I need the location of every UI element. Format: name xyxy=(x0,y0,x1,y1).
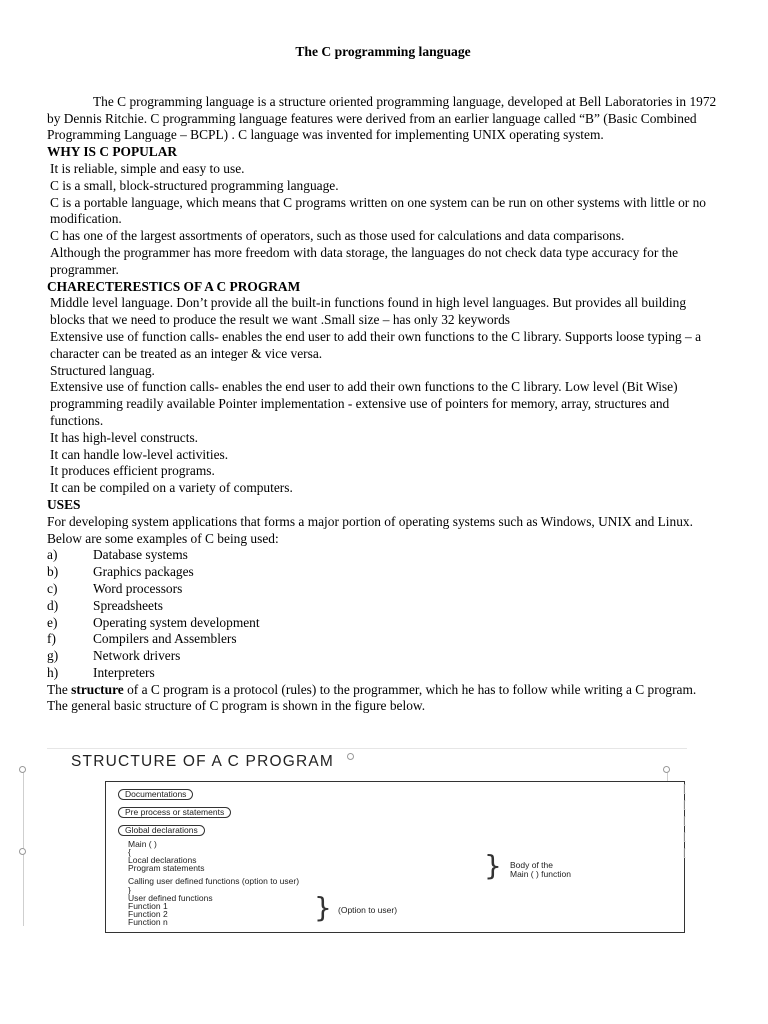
uses-intro: Below are some examples of C being used: xyxy=(47,530,279,546)
list-marker: d) xyxy=(47,597,59,613)
open-brace: { xyxy=(128,847,131,857)
why-line: It is reliable, simple and easy to use. xyxy=(50,160,245,176)
structure-paragraph xyxy=(47,682,719,716)
resize-handle[interactable] xyxy=(663,766,670,773)
characteristics-line: It produces efficient programs. xyxy=(50,463,215,479)
list-text: Network drivers xyxy=(93,648,181,664)
list-item xyxy=(47,598,719,615)
ghost-mark: [ xyxy=(683,800,686,811)
why-line: C is a portable language, which means that C programs written on one system can be run on other systems with little or no modification. xyxy=(50,194,707,227)
uses-heading: USES xyxy=(47,496,81,512)
characteristics-line: It can handle low-level activities. xyxy=(50,446,229,462)
user-defined-functions-line: User defined functions xyxy=(128,893,213,903)
list-item xyxy=(47,648,719,665)
body-label-2: Main ( ) function xyxy=(510,869,571,879)
uses-paragraph: For developing system applications that forms a major portion of operating systems such as Windows, UNIX and Linux. xyxy=(47,513,693,529)
option-brace-icon: } xyxy=(314,891,332,924)
structure-diagram xyxy=(105,781,685,933)
rotate-handle[interactable] xyxy=(347,753,354,760)
list-item xyxy=(47,564,719,581)
characteristics-line: Middle level language. Don’t provide all the built-in functions found in high level languages. But provides all building blocks that we need to produce the result we want .Small size – has only 32 keywords xyxy=(50,295,687,328)
list-item xyxy=(47,547,719,564)
list-item xyxy=(47,631,719,648)
characteristics-line: It can be compiled on a variety of computers. xyxy=(50,480,293,496)
list-marker: e) xyxy=(47,614,58,630)
characteristics-line: Structured languag. xyxy=(50,362,155,378)
calling-functions-line: Calling user defined functions (option to user) xyxy=(128,876,300,886)
resize-handle[interactable] xyxy=(19,848,26,855)
list-text: Interpreters xyxy=(93,664,155,680)
why-heading: WHY IS C POPULAR xyxy=(47,144,178,160)
preprocess-box: Pre process or statements xyxy=(118,807,231,818)
ghost-mark: [ xyxy=(683,816,686,827)
resize-handle[interactable] xyxy=(19,766,26,773)
why-line: Although the programmer has more freedom with data storage, the languages do not check data type accuracy for the programmer. xyxy=(50,244,679,277)
ghost-mark: [ xyxy=(683,832,686,843)
list-marker: b) xyxy=(47,564,59,580)
list-marker: g) xyxy=(47,648,59,664)
list-item xyxy=(47,665,719,682)
list-item xyxy=(47,615,719,632)
characteristics-heading: CHARECTERESTICS OF A C PROGRAM xyxy=(47,278,301,294)
close-brace: } xyxy=(128,885,131,895)
list-marker: c) xyxy=(47,580,58,596)
list-marker: a) xyxy=(47,547,58,563)
characteristics-line: Extensive use of function calls- enables the end user to add their own functions to the C library. Low level (Bit Wise) programming readily available Pointer implementation - extensive use of pointers for memory, array, structures and functions. xyxy=(50,379,678,428)
document-page xyxy=(47,44,719,715)
structure-rest: of a C program is a protocol (rules) to the programmer, which he has to follow while writing a C program. The general basic structure of C program is shown in the figure below. xyxy=(47,681,697,714)
characteristics-line: It has high-level constructs. xyxy=(50,429,199,445)
function-n-line: Function n xyxy=(128,917,168,927)
intro-paragraph: The C programming language is a structure oriented programming language, developed at Bell Laboratories in 1972 by Dennis Ritchie. C programming language features were derived from an earlier language called “B” (Basic Combined Programming Language – BCPL) . C language was invented for implementing UNIX operating system. xyxy=(47,93,717,143)
structure-figure[interactable] xyxy=(47,748,687,934)
ghost-mark: [ xyxy=(683,848,686,859)
ghost-mark: [ xyxy=(683,784,686,795)
structure-lead: The xyxy=(47,681,72,697)
local-declarations-line: Local declarations xyxy=(128,855,197,865)
why-line: C has one of the largest assortments of operators, such as those used for calculations and data comparisons. xyxy=(50,228,625,244)
main-line: Main ( ) xyxy=(128,839,157,849)
figure-frame-line xyxy=(47,748,687,749)
global-declarations-box: Global declarations xyxy=(118,825,205,836)
function-1-line: Function 1 xyxy=(128,901,168,911)
figure-title: STRUCTURE OF A C PROGRAM xyxy=(71,753,335,770)
documentations-box: Documentations xyxy=(118,789,193,800)
list-text: Database systems xyxy=(93,547,188,563)
program-statements-line: Program statements xyxy=(128,863,205,873)
list-item xyxy=(47,581,719,598)
body-label-1: Body of the xyxy=(510,860,554,870)
list-text: Spreadsheets xyxy=(93,597,163,613)
body-brace-icon: } xyxy=(484,849,502,882)
list-text: Word processors xyxy=(93,580,183,596)
list-marker: f) xyxy=(47,631,56,647)
list-text: Graphics packages xyxy=(93,564,194,580)
list-marker: h) xyxy=(47,664,59,680)
page-title: The C programming language xyxy=(295,44,471,59)
why-line: C is a small, block-structured programming language. xyxy=(50,177,339,193)
characteristics-line: Extensive use of function calls- enables the end user to add their own functions to the C library. Supports loose typing – a character can be treated as an integer & vice versa. xyxy=(50,328,702,361)
structure-bold: structure xyxy=(71,681,124,697)
function-2-line: Function 2 xyxy=(128,909,168,919)
list-text: Operating system development xyxy=(93,614,260,630)
option-label: (Option to user) xyxy=(338,905,398,915)
list-text: Compilers and Assemblers xyxy=(93,631,237,647)
